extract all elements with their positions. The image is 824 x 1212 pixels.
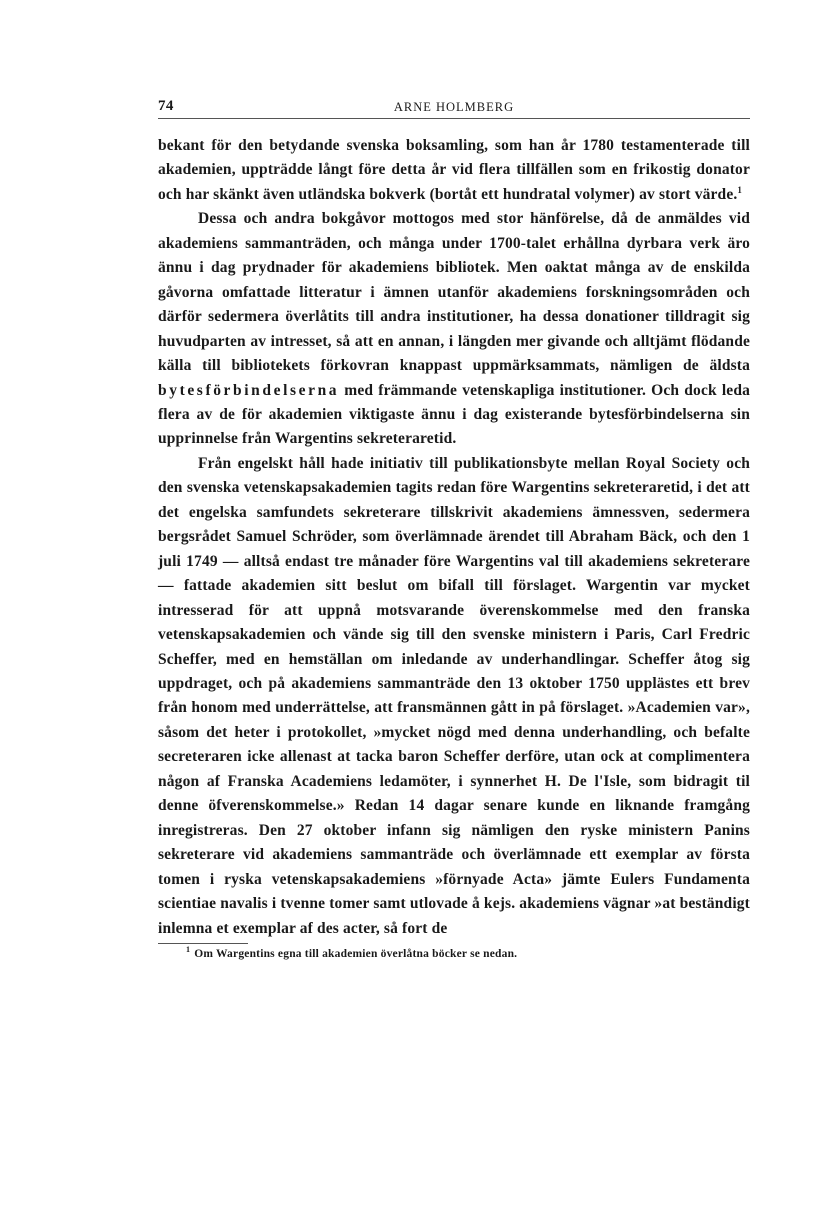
book-page <box>158 96 750 960</box>
footnote <box>186 945 750 960</box>
running-head: ARNE HOLMBERG <box>393 100 515 114</box>
paragraph-2 <box>158 207 750 452</box>
paragraph-1 <box>158 134 750 207</box>
emphasized-term: bytesförbindelserna <box>158 381 340 399</box>
footnote-divider <box>158 943 248 944</box>
paragraph-1-text: bekant för den betydande svenska boksamling, som han år 1780 testamenterade till akademien, uppträdde långt före detta år vid flera tillfällen som en frikostig donator och har skänkt även utländska bokverk (bortåt ett hundratal volymer) av stort värde. <box>158 137 750 203</box>
page-header <box>158 96 750 119</box>
footnote-text: Om Wargentins egna till akademien överlåtna böcker se nedan. <box>194 947 518 960</box>
paragraph-2-text-after: med främmande vetenskapliga institutioner. Och dock leda flera av de för akademien viktigaste ännu i dag existerande bytesförbindelserna sin upprinnelse från Wargentins sekreteraretid. <box>158 381 751 448</box>
paragraph-2-text-before: Dessa och andra bokgåvor mottogos med stor hänförelse, då de anmäldes vid akademiens sammanträden, och många under 1700-talet erhållna dyrbara verk äro ännu i dag prydnader för akademiens bibliotek. Men oaktat många av de enskilda gåvorna omfattade litteratur i ämnen utanför akademiens forskningsområden och därför sedermera överlåtits till andra institutioner, ha dessa donationer tilldragit sig huvudparten av intresset, så att en annan, i längden mer givande och alltjämt flödande källa till bibliotekets förkovran knappast uppmärksammats, nämligen de äldsta <box>158 210 750 375</box>
footnote-reference: 1 <box>737 184 743 195</box>
paragraph-3-text: Från engelskt håll hade initiativ till publikationsbyte mellan Royal Society och den svenska vetenskapsakademien tagits redan före Wargentins sekreteraretid, i det att det engelska samfundets sekreterare tillskrivit akademiens ämnessven, sedermera bergsrådet Samuel Schröder, som överlämnade ärendet till Abraham Bäck, och den 1 juli 1749 — alltså endast tre månader före Wargentins val till akademiens sekreterare — fattade akademien sitt beslut om bifall till förslaget. Wargentin var mycket intresserad för att uppnå motsvarande överenskommelse med den franska vetenskapsakademien och vände sig till den svenske ministern i Paris, Carl Fredric Scheffer, med en hemställan om inledande av underhandlingar. Scheffer åtog sig uppdraget, och på akademiens sammanträde den 13 oktober 1750 upplästes ett brev från honom med underrättelse, att fransmännen gått in på förslaget. »Academien var», såsom det heter i protokollet, »mycket nögd med denna underhandling, och befalte secreteraren icke allenast at tacka baron Scheffer derföre, utan ock at complimentera någon af Franska Academiens ledamöter, i synnerhet H. De l'Isle, som bidragit til denne öfverenskommelse.» Redan 14 dagar senare kunde en liknande framgång inregistreras. Den 27 oktober infann sig nämligen den ryske ministern Panins sekreterare vid akademiens sammanträde och överlämnade ett exemplar av första tomen i ryska vetenskapsakademiens »förnyade Acta» jämte Eulers Fundamenta scientiae navalis i tvenne tomer samt utlovade å kejs. akademiens vägnar »at beständigt inlemna et exemplar af des acter, så fort de <box>158 454 750 937</box>
body-text <box>158 134 750 960</box>
paragraph-3 <box>158 452 750 941</box>
page-number: 74 <box>158 98 174 114</box>
footnote-marker: 1 <box>186 945 191 955</box>
